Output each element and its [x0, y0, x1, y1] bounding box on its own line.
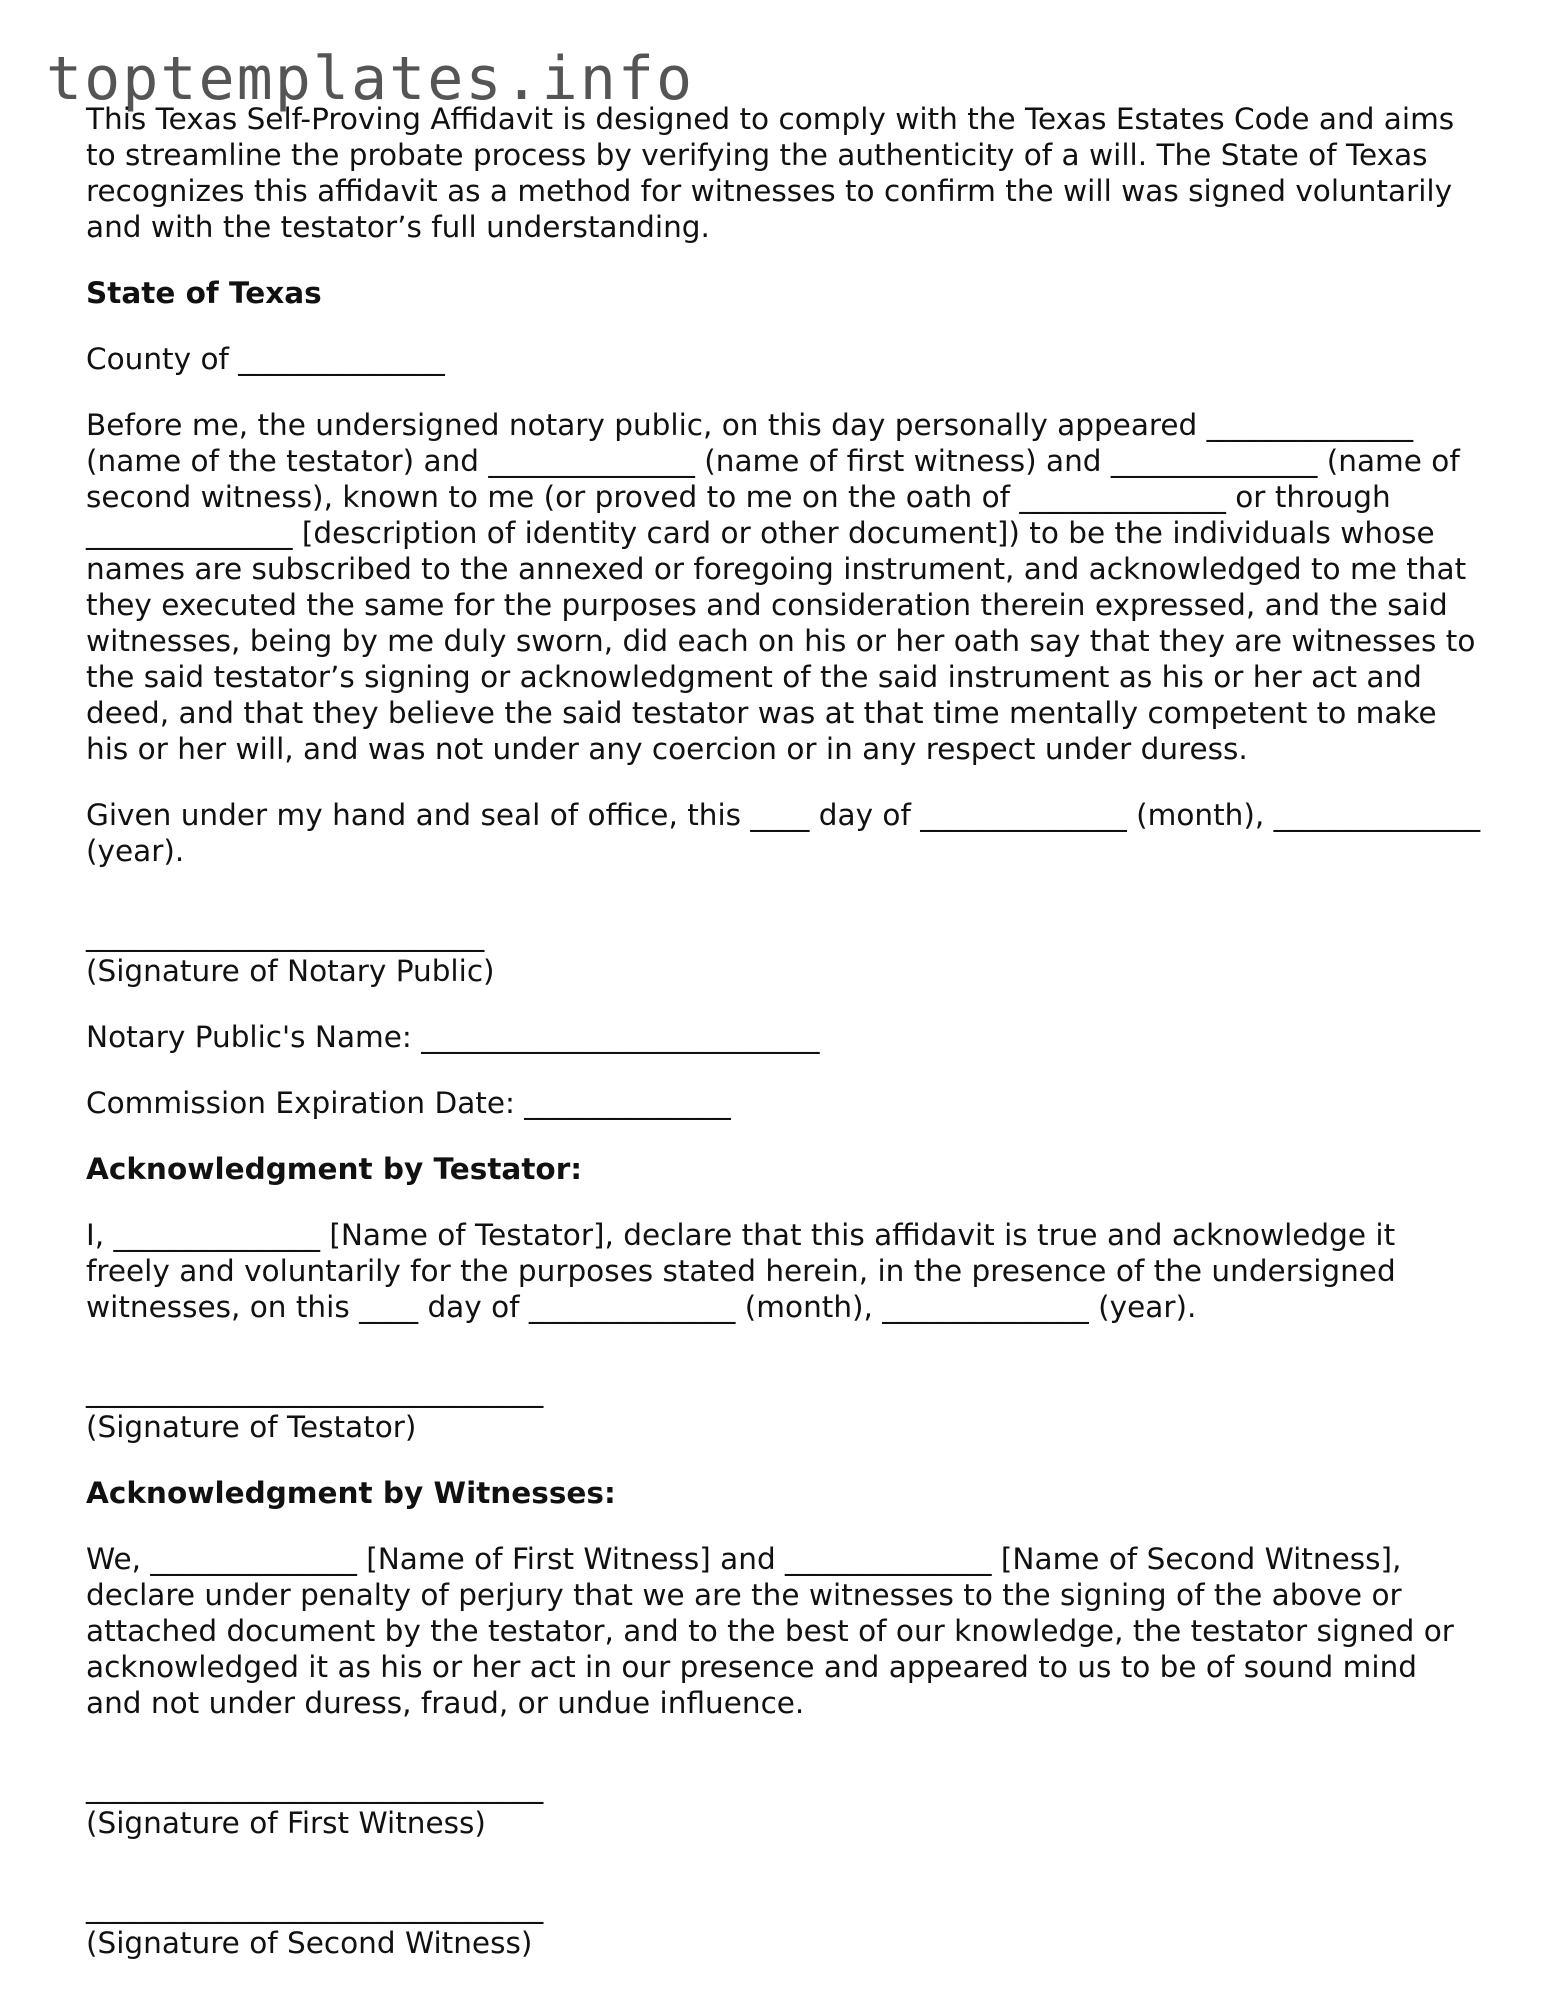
testator-heading: Acknowledgment by Testator: [86, 1152, 583, 1186]
commission-expiration-line: Commission Expiration Date: ______________ [86, 1086, 731, 1120]
testator-signature-line: _______________________________ [86, 1374, 544, 1408]
witnesses-paragraph: We, ______________ [Name of First Witness] and ______________ [Name of Second Witness], declare under penalty of perjury that we are the witnesses to the signing of the above or attached document by the testator, and to the best of our knowledge, the testator signed or acknowledged it as his or her act in our presence and appeared to us to be of sound mind and not under duress, fraud, or undue influence. [86, 1542, 1464, 1720]
watermark-logo: toptemplates.info [46, 44, 695, 114]
witnesses-heading: Acknowledgment by Witnesses: [86, 1476, 616, 1510]
county-line: County of ______________ [86, 342, 445, 376]
intro-paragraph: This Texas Self-Proving Affidavit is designed to comply with the Texas Estates Code and aims to streamline the probate process by verifying the authenticity of a will. The State of Texas recognizes this affidavit as a method for witnesses to confirm the will was signed voluntarily and with the testator’s full understanding. [86, 102, 1464, 244]
first-witness-signature-label: (Signature of First Witness) [86, 1806, 486, 1840]
given-line: Given under my hand and seal of office, this ____ day of ______________ (month), ______________ (year). [86, 798, 1490, 868]
notary-signature-line: ___________________________ [86, 918, 485, 952]
testator-signature-label: (Signature of Testator) [86, 1410, 417, 1444]
first-witness-signature-line: _______________________________ [86, 1770, 544, 1804]
state-heading: State of Texas [86, 276, 322, 310]
notary-signature-label: (Signature of Notary Public) [86, 954, 495, 988]
affidavit-document [86, 101, 1490, 1961]
notary-name-line: Notary Public's Name: ___________________________ [86, 1020, 820, 1054]
second-witness-signature-line: _______________________________ [86, 1890, 544, 1924]
notary-paragraph: Before me, the undersigned notary public, on this day personally appeared ______________ (name of the testator) and ______________ (name of first witness) and ______________ (name of second witness), known to me (or proved to me on the oath of ______________ or through ______________ [description of identity card or other document]) to be the individuals whose names are subscribed to the annexed or foregoing instrument, and acknowledged to me that they executed the same for the purposes and consideration therein expressed, and the said witnesses, being by me duly sworn, did each on his or her oath say that they are witnesses to the said testator’s signing or acknowledgment of the said instrument as his or her act and deed, and that they believe the said testator was at that time mentally competent to make his or her will, and was not under any coercion or in any respect under duress. [86, 408, 1485, 766]
second-witness-signature-label: (Signature of Second Witness) [86, 1926, 533, 1960]
testator-paragraph: I, ______________ [Name of Testator], declare that this affidavit is true and acknowledge it freely and voluntarily for the purposes stated herein, in the presence of the undersigned witnesses, on this ____ day of ______________ (month), ______________ (year). [86, 1218, 1406, 1324]
